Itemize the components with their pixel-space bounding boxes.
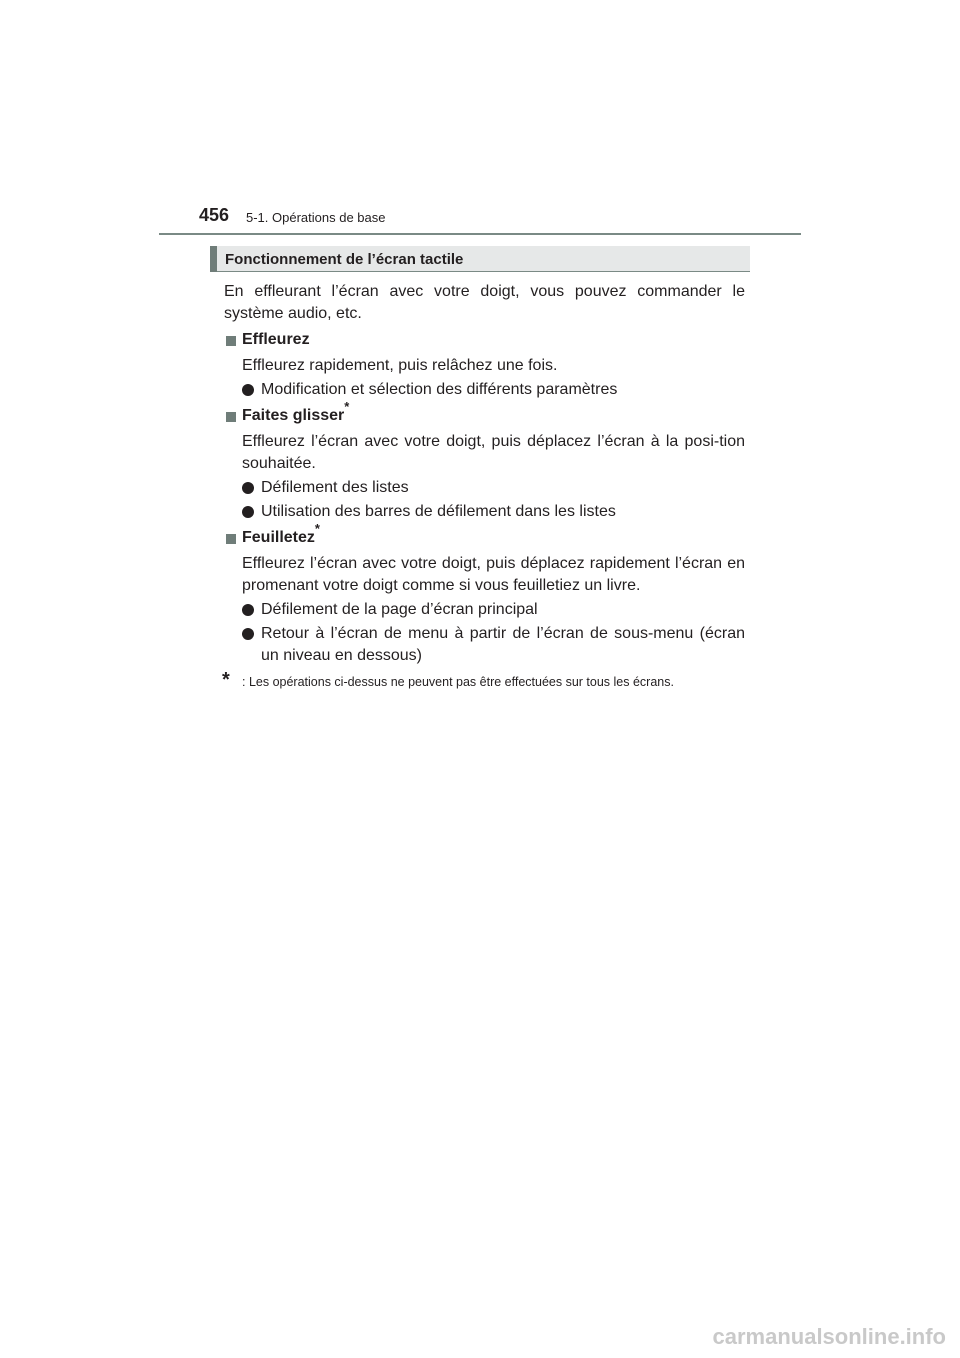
bullet-dot-icon xyxy=(242,604,254,616)
bullet-dot-icon xyxy=(242,384,254,396)
bullet-dot-icon xyxy=(242,482,254,494)
list-item xyxy=(224,501,745,523)
list-item-text: Modification et sélection des différents paramètres xyxy=(261,381,618,398)
square-bullet-icon xyxy=(226,534,236,544)
subhead-title: Feuilletez xyxy=(242,529,315,546)
asterisk-mark: * xyxy=(314,520,320,536)
list-item xyxy=(224,599,745,621)
list-item-text: Utilisation des barres de défilement dans les listes xyxy=(261,503,616,520)
list-item-text: Défilement des listes xyxy=(261,479,409,496)
subhead-title: Effleurez xyxy=(242,331,310,348)
page-number: 456 xyxy=(199,205,230,225)
square-bullet-icon xyxy=(226,412,236,422)
body-content xyxy=(224,281,745,691)
square-bullet-icon xyxy=(226,336,236,346)
heading-accent-bar xyxy=(210,246,217,272)
list-item xyxy=(224,379,745,401)
list-item-text: Défilement de la page d’écran principal xyxy=(261,601,538,618)
watermark: carmanualsonline.info xyxy=(712,1324,946,1349)
subhead-description: Effleurez l’écran avec votre doigt, puis déplacez rapidement l’écran en promenant votre doigt comme si vous feuilletiez un livre. xyxy=(242,555,745,594)
subhead-feuilletez xyxy=(224,520,745,549)
list-item xyxy=(224,477,745,499)
intro-paragraph: En effleurant l’écran avec votre doigt, vous pouvez commander le système audio, etc. xyxy=(224,283,745,322)
footnote xyxy=(222,669,745,691)
subhead-title: Faites glisser xyxy=(242,407,345,424)
bullet-dot-icon xyxy=(242,506,254,518)
subhead-description: Effleurez l’écran avec votre doigt, puis déplacez l’écran à la posi-tion souhaitée. xyxy=(242,433,745,472)
section-heading: Fonctionnement de l’écran tactile xyxy=(225,251,464,268)
heading-box xyxy=(210,246,750,272)
section-title: 5-1. Opérations de base xyxy=(246,210,386,225)
subhead-effleurez xyxy=(224,329,745,351)
subhead-description: Effleurez rapidement, puis relâchez une fois. xyxy=(242,357,558,374)
subhead-faites-glisser xyxy=(224,398,745,427)
footnote-asterisk: * xyxy=(222,669,230,691)
bullet-dot-icon xyxy=(242,628,254,640)
header-divider xyxy=(159,233,801,235)
list-item-text: Retour à l’écran de menu à partir de l’écran de sous-menu (écran un niveau en dessous) xyxy=(261,625,745,664)
footnote-text: : Les opérations ci-dessus ne peuvent pas être effectuées sur tous les écrans. xyxy=(242,675,674,689)
asterisk-mark: * xyxy=(344,398,350,414)
list-item xyxy=(224,623,745,667)
